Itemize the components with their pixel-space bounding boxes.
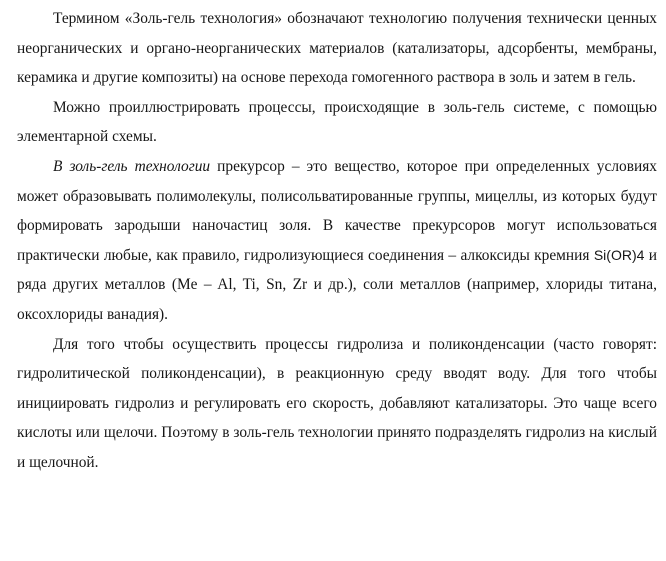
document-page bbox=[17, 4, 657, 478]
paragraph-definition: Термином «Золь-гель технология» обозначают технологию получения технически ценных неорганических и органо-неорганических материалов (катализаторы, адсорбенты, мембраны, керамика и другие композиты) на основе перехода гомогенного раствора в золь и затем в гель. bbox=[17, 10, 657, 87]
chemical-formula: Si(OR)4 bbox=[593, 246, 645, 263]
paragraph-scheme-intro: Можно проиллюстрировать процессы, происходящие в золь-гель системе, с помощью элементарной схемы. bbox=[17, 98, 657, 146]
paragraph-hydrolysis: Для того чтобы осуществить процессы гидролиза и поликонденсации (часто говорят: гидролитической поликонденсации), в реакционную среду вводят воду. Для того чтобы инициировать гидролиз и регулировать его скорость, добавляют катализаторы. Это чаще всего кислоты или щелочи. Поэтому в золь-гель технологии принято подразделять гидролиз на кислый и щелочной. bbox=[17, 335, 657, 471]
precursor-text-1: прекурсор – это вещество, которое при определенных условиях может образовывать полимолекулы, полисольватированные группы, мицеллы, из которых будут формировать зародыши наночастиц золя. В качестве прекурсоров могут использоваться практически любые, как правило, гидролизующиеся соединения – алкоксиды кремния bbox=[17, 157, 657, 264]
emphasis-term: В золь-гель технологии bbox=[53, 157, 211, 175]
paragraph-precursor bbox=[17, 152, 657, 330]
precursor-text-2: и ряда других металлов (Me – Al, Ti, Sn, Zr и др.), соли металлов (например, хлориды титана, оксохлориды ванадия). bbox=[17, 246, 658, 323]
